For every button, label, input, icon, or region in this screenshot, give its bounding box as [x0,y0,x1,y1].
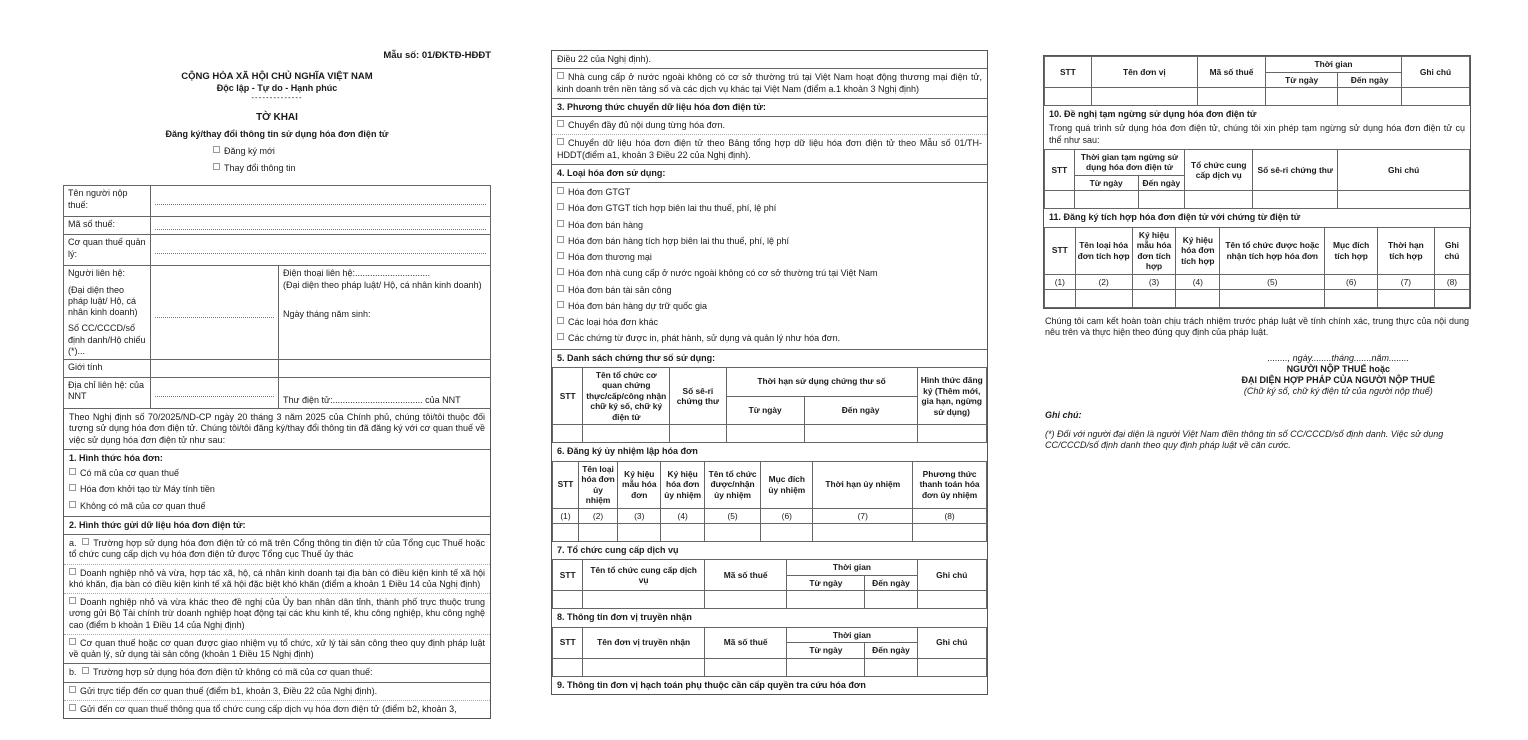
option-new-registration [213,145,491,158]
column-number-row: (1) (2) (3) (4) (5) (6) (7) (8) [553,508,987,524]
empty-data-row [553,591,987,609]
commitment-paragraph: Chúng tôi cam kết hoàn toàn chịu trách nhiệm trước pháp luật về tính chính xác, trung thực của nội dung nêu trên và thực hiện theo đúng quy định của pháp luật. [1045,316,1469,338]
col-tax-code: Mã số thuế [704,560,786,591]
label-tax-code: Mã số thuế: [64,217,151,235]
checkbox-item [552,116,987,134]
section-3-title: 3. Phương thức chuyển dữ liệu hóa đơn điện tử: [552,98,987,116]
checkbox-icon[interactable] [557,187,564,194]
checkbox-label: Gửi trực tiếp đến cơ quan thuế (điểm b1, khoản 3, Điều 22 của Nghị định). [80,685,378,696]
checkbox-item [64,682,490,700]
taxpayer-name-field [151,186,491,217]
col-term: Thời hạn ủy nhiệm [813,461,913,508]
col-payment-method: Phương thức thanh toán hóa đơn ủy nhiệm [913,461,987,508]
checkbox-item [557,316,982,329]
section-10-text: Trong quá trình sử dụng hóa đơn điện tử, chúng tôi xin phép tạm ngừng sử dụng hóa đơn điện tử cụ thể như sau: [1049,123,1465,145]
checkbox-item [552,134,987,164]
dob-label: Ngày tháng năm sinh: [283,308,371,319]
checkbox-item [557,300,982,313]
checkbox-label: Hóa đơn bán hàng tích hợp biên lai thu thuế, phí, lệ phí [568,235,789,246]
col-stt: STT [553,560,583,591]
checkbox-label: Hóa đơn GTGT [568,187,631,197]
checkbox-icon[interactable] [69,686,76,693]
page1-main-box [63,409,491,719]
checkbox-icon[interactable] [82,538,89,545]
section-2b-item [64,663,490,681]
col-note: Ghi chú [917,560,986,591]
checkbox-item [64,700,490,718]
col-invoice-type: Tên loại hóa đơn ủy nhiệm [579,461,618,508]
empty-data-row [553,524,987,542]
checkbox-item [557,186,982,199]
section-2-title: 2. Hình thức gửi dữ liệu hóa đơn điện tử: [64,516,490,534]
checkbox-icon[interactable] [557,203,564,210]
col-note: Ghi chú [1402,57,1470,88]
section-10-title: 10. Đề nghị tạm ngừng sử dụng hóa đơn điện tử [1049,109,1257,119]
checkbox-label: Đăng ký mới [224,145,275,156]
checkbox-icon[interactable] [213,163,220,170]
col-stt: STT [553,367,583,425]
checkbox-item [64,564,490,594]
checkbox-label: Hóa đơn bán hàng [568,219,643,230]
section-9-title: 9. Thông tin đơn vị hạch toán phụ thuộc cần cấp quyền tra cứu hóa đơn [557,679,866,690]
transmission-unit-table [552,627,987,677]
section-4-title: 4. Loại hóa đơn sử dụng: [552,164,987,182]
signer-role-2: ĐẠI DIỆN HỢP PHÁP CỦA NGƯỜI NỘP THUẾ [1241,375,1436,385]
checkbox-label: Các chứng từ được in, phát hành, sử dụng và quản lý như hóa đơn. [568,333,841,344]
checkbox-item [552,68,987,98]
national-header: CỘNG HÒA XÃ HỘI CHỦ NGHĨA VIỆT NAM [181,70,373,82]
col-purpose: Mục đích ủy nhiệm [761,461,813,508]
label-gender: Giới tính [64,360,151,378]
dotted-fill [155,387,274,397]
checkbox-icon[interactable] [69,704,76,711]
checkbox-item [69,483,485,496]
checkbox-label: Doanh nghiệp nhỏ và vừa khác theo đề nghị của Ủy ban nhân dân tỉnh, thành phố trực thuộc trung ương gửi Bộ Tài chính trừ doanh nghiệp hoạt động tại các khu kinh tế, khu công nghiệp, khu công nghệ cao (điểm b khoản 1 Điều 14 của Nghị định) [69,597,485,630]
col-from: Từ ngày [1074,175,1138,191]
label-contact-person [64,266,151,360]
checkbox-label: Doanh nghiệp nhỏ và vừa, hợp tác xã, hộ, cá nhân kinh doanh tại địa bàn có điều kiện kinh tế xã hội khó khăn, địa bàn có điều kiện kinh tế xã hội đặc biệt khó khăn (điểm a khoản 1 Điều 14 của Nghị định) [69,567,485,589]
checkbox-label: Chuyển đầy đủ nội dung từng hóa đơn. [568,120,726,130]
section-5-title: 5. Danh sách chứng thư số sử dụng: [552,349,987,367]
table-row [64,378,491,409]
column-number-row: (1) (2) (3) (4) (5) (6) (7) (8) [1045,274,1470,290]
col-stt: STT [553,461,579,508]
gender-field [151,360,279,378]
col-from: Từ ngày [726,396,804,425]
form-title: TỜ KHAI [256,112,298,123]
col-stt: STT [1045,227,1076,274]
col-to: Đến ngày [1338,72,1402,88]
col-provider-name: Tên tổ chức cung cấp dịch vụ [583,560,705,591]
dotted-fill [155,195,486,205]
col-note: Ghi chú [917,627,986,658]
col-cert-org: Tên tổ chức cơ quan chứng thực/cấp/công nhận chữ ký số, chữ ký điện tử [583,367,670,425]
dotted-fill [155,308,274,318]
col-delegate-org: Tên tổ chức được/nhận ủy nhiệm [704,461,760,508]
signature-block [1206,353,1471,398]
section-7-title: 7. Tổ chức cung cấp dịch vụ [557,545,679,555]
checkbox-label: Chuyển dữ liệu hóa đơn điện tử theo Bảng tổng hợp dữ liệu hóa đơn điện tử theo Mẫu số 01/TH-HDDT(điểm a1, khoản 3 Điều 22 của Nghị định). [557,138,982,160]
col-time: Thời gian [787,627,917,643]
col-template-symbol: Ký hiệu mẫu hóa đơn [618,461,661,508]
national-motto: Độc lập - Tự do - Hạnh phúc [216,82,338,93]
checkbox-label: Hóa đơn thương mại [568,252,652,262]
contact-name-field [151,266,279,360]
table-header-row [553,560,987,576]
checkbox-icon[interactable] [69,638,76,645]
checkbox-item [557,235,982,248]
col-stt: STT [1045,57,1092,88]
phone-label: Điện thoại liên hệ:.............................. [283,268,431,279]
checkbox-icon[interactable] [557,333,564,340]
suspension-table [1044,149,1470,210]
checkbox-item [557,202,982,215]
col-unit-name: Tên đơn vị [1091,57,1197,88]
checkbox-label: Hóa đơn khởi tạo từ Máy tính tiền [80,484,215,495]
tax-code-field [151,217,491,235]
checkbox-label: Cơ quan thuế hoặc cơ quan được giao nhiệm vụ tổ chức, xử lý tài sản công theo quy định pháp luật về quản lý, sử dụng tài sản công (khoản 1 Điều 15 Nghị định) [69,637,485,659]
phone-sublabel: (Đại diện theo pháp luật/ Hộ, cá nhân kinh doanh) [283,279,482,290]
checkbox-label: Trường hợp sử dụng hóa đơn điện tử không có mã của cơ quan thuế: [93,667,373,678]
table-row [64,266,491,360]
page-3 [1043,55,1471,451]
label-address: Địa chỉ liên hệ: của NNT [64,378,151,409]
checkbox-icon[interactable] [557,285,564,292]
col-to: Đến ngày [804,396,917,425]
footnote-title: Ghi chú: [1045,409,1082,420]
contact-label: Người liên hệ: [68,268,125,279]
col-tax-code: Mã số thuế [1198,57,1266,88]
checkbox-label: Nhà cung cấp ở nước ngoài không có cơ sở thường trú tại Việt Nam hoạt động thương mại điện tử, kinh doanh trên nền tảng số và các dịch vụ khác tại Việt Nam (điểm a.1 khoản 3 Nghị định) [557,72,982,94]
service-provider-table [552,559,987,609]
col-to: Đến ngày [865,643,917,659]
col-from: Từ ngày [787,575,865,591]
checkbox-icon[interactable] [69,484,76,491]
col-unit-name: Tên đơn vị truyền nhận [583,627,705,658]
section-8-title: 8. Thông tin đơn vị truyền nhận [557,612,692,623]
section-1-title: 1. Hình thức hóa đơn: [69,452,163,463]
continuation-text: Điều 22 của Nghị định). [557,54,652,64]
delegation-table [552,461,987,543]
table-header-row [553,367,987,396]
checkbox-icon[interactable] [69,568,76,575]
table-row [64,186,491,217]
checkbox-icon[interactable] [69,468,76,475]
email-cell: Thư điện tử:.................................... của NNT [279,378,491,409]
id-label: Số CC/CCCD/số định danh/Hộ chiếu (*)... [68,323,146,356]
tax-office-field [151,235,491,266]
empty-data-row [1045,88,1470,106]
col-stt: STT [553,627,583,658]
dotted-fill [155,220,486,230]
contact-details-cell [279,266,491,360]
table-header-row [553,627,987,643]
col-from: Từ ngày [787,643,865,659]
checkbox-label: Có mã của cơ quan thuế [80,468,179,478]
checkbox-icon[interactable] [69,597,76,604]
checkbox-icon[interactable] [557,72,564,79]
footnote-text: (*) Đối với người đại diện là người Việt Nam điền thông tin số CC/CCCD/số định danh. Việc sử dụng CC/CCCD/số định danh theo quy định pháp luật về căn cước. [1045,428,1444,450]
col-note: Ghi chú [1434,227,1469,274]
address-field [151,378,279,409]
checkbox-label: Hóa đơn nhà cung cấp ở nước ngoài không có cơ sở thường trú tại Việt Nam [568,268,878,279]
page-1 [63,50,491,719]
empty-data-row [553,658,987,676]
checkbox-label: Hóa đơn bán tài sản công [568,284,672,295]
checkbox-item [557,219,982,232]
section-11-title: 11. Đăng ký tích hợp hóa đơn điện tử với chứng từ điện tử [1049,212,1301,223]
table-header-row [1045,149,1470,175]
checkbox-icon[interactable] [213,146,220,153]
checkbox-icon[interactable] [557,138,564,145]
table-header-row [1045,227,1470,274]
checkbox-icon[interactable] [557,268,564,275]
checkbox-item [557,284,982,297]
col-from: Từ ngày [1266,72,1338,88]
item-prefix: b. [69,667,77,678]
checkbox-label: Gửi đến cơ quan thuế thông qua tổ chức cung cấp dịch vụ hóa đơn điện tử (điểm b2, khoản 3, [80,703,457,714]
section-2a-item [64,534,490,564]
col-term: Thời hạn tích hợp [1377,227,1434,274]
page3-main-box [1043,55,1471,309]
checkbox-item [69,467,485,480]
dotted-fill [155,244,486,254]
checkbox-item [69,500,485,513]
col-stt: STT [1045,149,1075,191]
intro-paragraph: Theo Nghị định số 70/2025/ND-CP ngày 20 tháng 3 năm 2025 của Chính phủ, chúng tôi/tôi thuộc đối tượng sử dụng hóa đơn điện tử. Chúng tôi/tôi đăng ký/thay đổi thông tin đã đăng ký với cơ quan thuế về việc sử dụng hóa đơn điện tử như sau: [69,412,485,445]
col-serial: Số sê-ri chứng thư [670,367,726,425]
checkbox-icon[interactable] [69,501,76,508]
footnote-block [1043,410,1471,452]
section-4-items [552,182,987,349]
table-header-row [553,461,987,508]
label-taxpayer-name: Tên người nộp thuế: [64,186,151,217]
col-invoice-symbol: Ký hiệu hóa đơn ủy nhiệm [661,461,704,508]
dependent-unit-table [1044,56,1470,106]
label-tax-office: Cơ quan thuế quản lý: [64,235,151,266]
page-2 [551,50,988,695]
col-provider: Tổ chức cung cấp dịch vụ [1185,149,1253,191]
checkbox-icon[interactable] [557,236,564,243]
col-time: Thời gian [1266,57,1402,73]
option-change-info [213,162,491,175]
checkbox-icon[interactable] [557,220,564,227]
form-subtitle: Đăng ký/thay đổi thông tin sử dụng hóa đơn điện tử [165,128,389,139]
checkbox-item [557,267,982,280]
motto-divider: -------------- [251,93,303,102]
checkbox-item [557,332,982,345]
col-time: Thời gian [787,560,917,576]
taxpayer-info-table [63,185,491,409]
section-1 [64,449,490,516]
signature-date-line: ........, ngày........tháng.......năm........ [1267,352,1410,363]
col-integration-org: Tên tổ chức được hoặc nhận tích hợp hóa đơn [1220,227,1325,274]
checkbox-icon[interactable] [557,120,564,127]
checkbox-icon[interactable] [557,317,564,324]
col-invoice-type: Tên loại hóa đơn tích hợp [1075,227,1132,274]
col-invoice-symbol: Ký hiệu hóa đơn tích hợp [1176,227,1220,274]
checkbox-label: Hóa đơn GTGT tích hợp biên lai thu thuế, phí, lệ phí [568,203,777,214]
form-number: Mẫu số: 01/ĐKTĐ-HĐĐT [383,50,491,61]
col-serial: Số sê-ri chứng thư [1253,149,1338,191]
col-period: Thời hạn sử dụng chứng thư số [726,367,917,396]
col-tax-code: Mã số thuế [704,627,786,658]
empty-data-row [1045,191,1470,209]
checkbox-label: Thay đổi thông tin [224,163,296,173]
checkbox-icon[interactable] [82,667,89,674]
col-to: Đến ngày [1138,175,1185,191]
certificate-table [552,367,987,444]
integration-table [1044,227,1470,309]
checkbox-icon[interactable] [557,252,564,259]
section-6-title: 6. Đăng ký ủy nhiệm lập hóa đơn [557,446,698,457]
gender-field-2 [279,360,491,378]
registration-type-options [213,145,491,176]
signature-instruction: (Chữ ký số, chữ ký điện tử của người nộp thuế) [1243,386,1433,397]
page2-main-box [551,50,988,695]
col-purpose: Mục đích tích hợp [1325,227,1378,274]
col-template-symbol: Ký hiệu mẫu hóa đơn tích hợp [1132,227,1176,274]
col-suspension-period: Thời gian tạm ngừng sử dụng hóa đơn điện tử [1074,149,1185,175]
checkbox-label: Trường hợp sử dụng hóa đơn điện tử có mã trên Cổng thông tin điện tử của Tổng cục Thuế hoặc tổ chức cung cấp dịch vụ hóa đơn điện tử được Tổng cục Thuế ủy thác [69,538,485,560]
signer-role-1: NGƯỜI NỘP THUẾ hoặc [1286,363,1391,374]
col-reg-type: Hình thức đăng ký (Thêm mới, gia hạn, ngừng sử dụng) [917,367,986,425]
checkbox-label: Các loại hóa đơn khác [568,317,658,327]
item-prefix: a. [69,538,77,548]
checkbox-label: Hóa đơn bán hàng dự trữ quốc gia [568,300,708,311]
table-header-row [1045,57,1470,73]
checkbox-item [64,634,490,664]
checkbox-label: Không có mã của cơ quan thuế [80,500,206,511]
col-to: Đến ngày [865,575,917,591]
empty-data-row [1045,290,1470,308]
contact-sublabel: (Đại diện theo pháp luật/ Hộ, cá nhân kinh doanh) [68,284,138,317]
table-row [64,360,491,378]
checkbox-item [557,251,982,264]
table-row [64,235,491,266]
empty-data-row [553,425,987,443]
checkbox-item [64,593,490,634]
col-note: Ghi chú [1338,149,1470,191]
checkbox-icon[interactable] [557,301,564,308]
table-row [64,217,491,235]
